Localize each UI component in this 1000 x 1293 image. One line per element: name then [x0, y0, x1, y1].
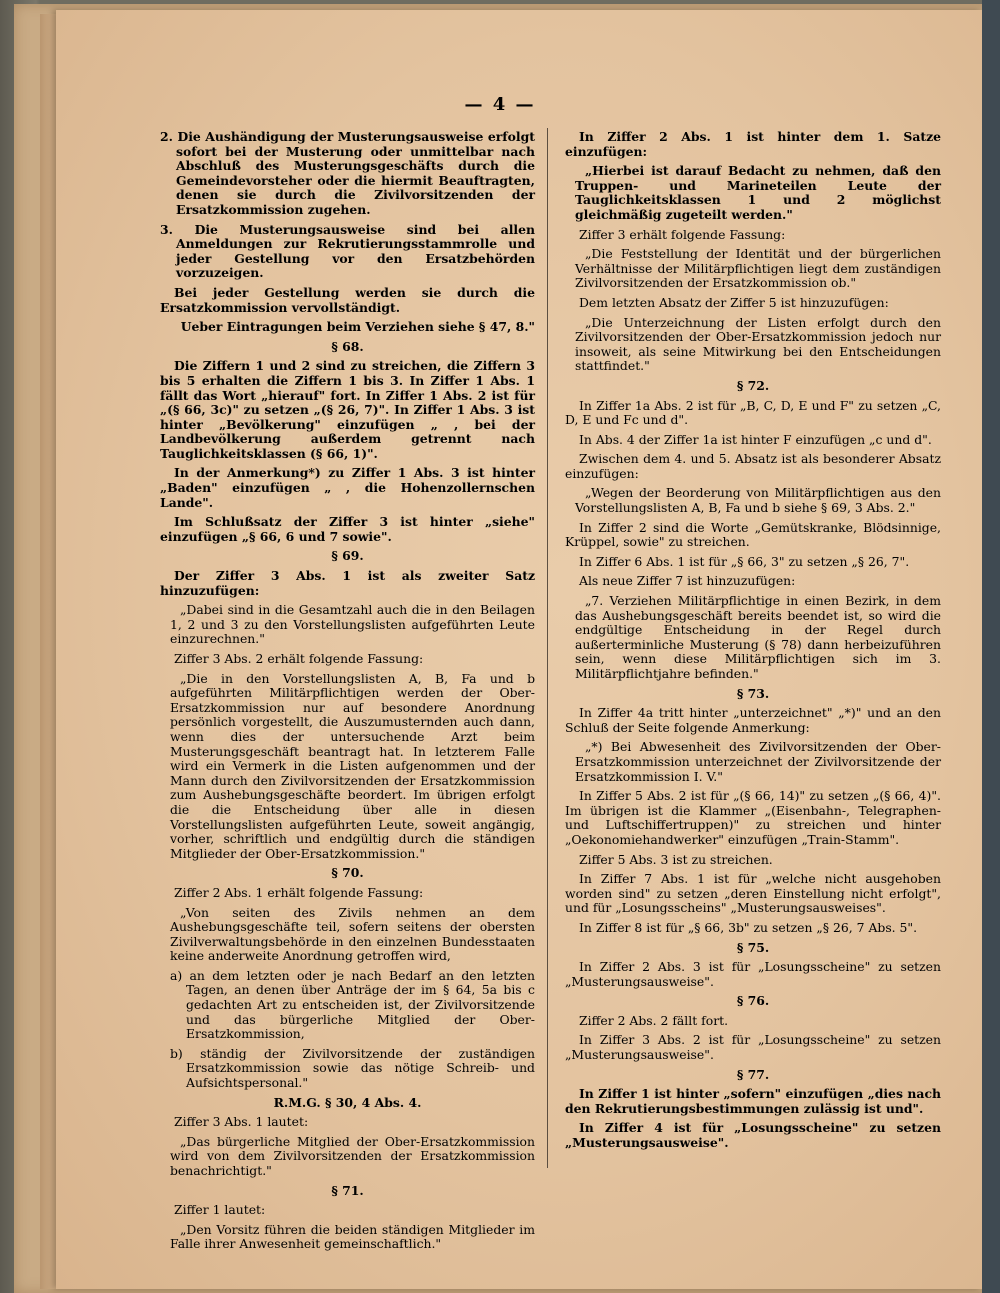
- paragraph: Ziffer 2 Abs. 1 erhält folgende Fassung:: [174, 884, 424, 900]
- paragraph: In Ziffer 5 Abs. 2 ist für „(§ 66, 14)" zu setzen „(§ 66, 4)". Im übrigen ist die Klammer „(Eisenbahn-, Telegraphen- und Luftschiffertruppen)" zu streichen und hinter „Oekonomiehandwerker" einzufügen „Train-Stamm".: [565, 788, 941, 847]
- paragraph: Ziffer 2 Abs. 2 fällt fort.: [579, 1012, 729, 1028]
- paragraph: 2. Die Aushändigung der Musterungsausweise erfolgt sofort bei der Musterung oder unmittelbar nach Abschluß des Musterungsgeschäfts durch die Gemeindevorsteher oder die hiermit Beauftragten, denen sie durch die Zivilvorsitzenden der Ersatzkommission zugehen.: [160, 129, 535, 217]
- paragraph: In Ziffer 3 Abs. 2 ist für „Losungsscheine" zu setzen „Musterungsausweise".: [565, 1032, 941, 1063]
- scan-border: [982, 0, 1000, 1293]
- paragraph: In Ziffer 2 sind die Worte „Gemütskranke, Blödsinnige, Krüppel, sowie" zu streichen.: [565, 519, 941, 550]
- paragraph: Ziffer 3 Abs. 1 lautet:: [174, 1114, 309, 1130]
- section-heading: § 70.: [331, 865, 364, 881]
- quoted-text: „Den Vorsitz führen die beiden ständigen Mitglieder im Falle ihrer Anwesenheit gemeinschaftlich.": [170, 1221, 535, 1252]
- paragraph: In der Anmerkung*) zu Ziffer 1 Abs. 3 ist hinter „Baden" einzufügen „ , die Hohenzollernschen Lande".: [160, 465, 535, 510]
- column-divider: [547, 128, 548, 1168]
- list-item: b) ständig der Zivilvorsitzende der zuständigen Ersatzkommission sowie das nötige Schreib- und Aufsichtspersonal.": [170, 1045, 535, 1091]
- quoted-text: „Wegen der Beorderung von Militärpflichtigen aus den Vorstellungslisten A, B, Fa und b siehe § 69, 3 Abs. 2.": [575, 485, 941, 516]
- paragraph: In Ziffer 7 Abs. 1 ist für „welche nicht ausgehoben worden sind" zu setzen „deren Einstellung nicht erfolgt", und für „Losungsscheins" „Musterungsausweises".: [565, 871, 941, 916]
- section-heading: § 77.: [736, 1066, 770, 1082]
- quoted-text: „Die in den Vorstellungslisten A, B, Fa und b aufgeführten Militärpflichtigen werden der Ober-Ersatzkommission nur auf besondere Anordnung persönlich vorgestellt, die Auszumusternden auch dann, wenn dies der untersuchende Arzt beim Musterungsgeschäft beantragt hat. In letzterem Falle wird ein Vermerk in die Listen aufgenommen und der Mann durch den Zivilvorsitzenden der Ersatzkommission zum Aushebungsgeschäfte beordert. Im übrigen erfolgt die die Entscheidung über alle in diesen Vorstellungslisten aufgeführten Leute, soweit angängig, vorher, schriftlich und endgültig durch die ständigen Mitglieder der Ober-Ersatzkommission.": [170, 670, 535, 861]
- paragraph: Ziffer 1 lautet:: [174, 1202, 266, 1218]
- paragraph: In Ziffer 6 Abs. 1 ist für „§ 66, 3" zu setzen „§ 26, 7".: [579, 553, 910, 569]
- section-heading: § 75.: [736, 939, 770, 955]
- paragraph: 3. Die Musterungsausweise sind bei allen Anmeldungen zur Rekrutierungsstammrolle und jeder Gestellung vor den Ersatzbehörden vorzuzeigen.: [160, 221, 535, 281]
- paragraph: Ziffer 5 Abs. 3 ist zu streichen.: [579, 851, 773, 867]
- paragraph: In Ziffer 8 ist für „§ 66, 3b" zu setzen „§ 26, 7 Abs. 5".: [579, 919, 918, 935]
- quoted-text: „Dabei sind in die Gesamtzahl auch die in den Beilagen 1, 2 und 3 zu den Vorstellungslisten aufgeführten Leute einzurechnen.": [170, 602, 535, 647]
- section-heading: § 68.: [331, 338, 364, 354]
- paragraph: Zwischen dem 4. und 5. Absatz ist als besonderer Absatz einzufügen:: [565, 451, 941, 481]
- list-item: a) an dem letzten oder je nach Bedarf an den letzten Tagen, an denen über Anträge der im § 64, 5a bis c gedachten Art zu entscheiden ist, der Zivilvorsitzende und das bürgerliche Mitglied der Ober-Ersatzkommission,: [170, 967, 535, 1042]
- right-column: [565, 130, 941, 1156]
- paragraph: Ueber Eintragungen beim Verziehen siehe § 47, 8.": [180, 319, 535, 335]
- paragraph: Im Schlußsatz der Ziffer 3 ist hinter „siehe" einzufügen „§ 66, 6 und 7 sowie".: [160, 514, 535, 544]
- section-heading: § 73.: [736, 685, 770, 701]
- quoted-text: „Die Unterzeichnung der Listen erfolgt durch den Zivilvorsitzenden der Ober-Ersatzkommission jedoch nur insoweit, als seine Mitwirkung bei den Entscheidungen stattfindet.": [575, 314, 941, 374]
- quoted-text: „Die Feststellung der Identität und der bürgerlichen Verhältnisse der Militärpflichtigen liegt dem zuständigen Zivilvorsitzenden der Ersatzkommission ob.": [575, 246, 941, 291]
- section-heading: § 69.: [331, 548, 364, 564]
- paragraph: Der Ziffer 3 Abs. 1 ist als zweiter Satz hinzuzufügen:: [160, 568, 535, 598]
- quoted-text: „Hierbei ist darauf Bedacht zu nehmen, daß den Truppen- und Marineteilen Leute der Tauglichkeitsklassen 1 und 2 möglichst gleichmäßig zugeteilt werden.": [575, 163, 941, 222]
- page-number: — 4 —: [464, 94, 536, 115]
- paragraph: Ziffer 3 erhält folgende Fassung:: [579, 226, 786, 242]
- section-heading: § 71.: [331, 1182, 364, 1198]
- paragraph: In Ziffer 4a tritt hinter „unterzeichnet" „*)" und an den Schluß der Seite folgende Anmerkung:: [565, 705, 941, 735]
- left-column: [160, 130, 535, 1257]
- quoted-text: „Das bürgerliche Mitglied der Ober-Ersatzkommission wird von dem Zivilvorsitzenden der Ersatzkommission benachrichtigt.": [170, 1133, 535, 1178]
- paragraph: Bei jeder Gestellung werden sie durch die Ersatzkommission vervollständigt.: [160, 284, 535, 315]
- law-reference: R.M.G. § 30, 4 Abs. 4.: [273, 1094, 422, 1110]
- paragraph: Ziffer 3 Abs. 2 erhält folgende Fassung:: [174, 651, 424, 666]
- section-heading: § 76.: [736, 993, 770, 1009]
- quoted-text: „*) Bei Abwesenheit des Zivilvorsitzenden der Ober-Ersatzkommission unterzeichnet der Zivilvorsitzende der Ersatzkommission I. V.": [575, 739, 941, 784]
- quoted-text: „Von seiten des Zivils nehmen an dem Aushebungsgeschäfte teil, sofern seitens der obersten Zivilverwaltungsbehörde in den einzelnen Bundesstaaten keine anderweite Anordnung getroffen wird,: [170, 904, 535, 964]
- paragraph: In Ziffer 1 ist hinter „sofern" einzufügen „dies nach den Rekrutierungsbestimmungen zulässig ist und".: [565, 1086, 941, 1116]
- paragraph: Als neue Ziffer 7 ist hinzuzufügen:: [579, 573, 796, 589]
- paragraph: Die Ziffern 1 und 2 sind zu streichen, die Ziffern 3 bis 5 erhalten die Ziffern 1 bis 3. In Ziffer 1 Abs. 1 fällt das Wort „hierauf" fort. In Ziffer 1 Abs. 2 ist für „(§ 66, 3c)" zu setzen „(§ 26, 7)". In Ziffer 1 Abs. 3 ist hinter „Bevölkerung" einzufügen „ , bei der Landbevölkerung außerdem getrennt nach Tauglichkeitsklassen (§ 66, 1)".: [160, 358, 535, 461]
- paragraph: In Abs. 4 der Ziffer 1a ist hinter F einzufügen „c und d".: [579, 431, 932, 447]
- paragraph: In Ziffer 1a Abs. 2 ist für „B, C, D, E und F" zu setzen „C, D, E und Fc und d".: [565, 397, 941, 428]
- paragraph: In Ziffer 2 Abs. 1 ist hinter dem 1. Satze einzufügen:: [565, 129, 941, 159]
- section-heading: § 72.: [736, 377, 770, 393]
- quoted-text: „7. Verziehen Militärpflichtige in einen Bezirk, in dem das Aushebungsgeschäft bereits beendet ist, so wird die endgültige Entscheidung in der Regel durch außerterminliche Musterung (§ 78) dann herbeizuführen sein, wenn diese Militärpflichtigen sich im 3. Militärpflichtjahre befinden.": [575, 593, 941, 681]
- paragraph: In Ziffer 4 ist für „Losungsscheine" zu setzen „Musterungsausweise".: [565, 1120, 941, 1151]
- paragraph: In Ziffer 2 Abs. 3 ist für „Losungsscheine" zu setzen „Musterungsausweise".: [565, 959, 941, 989]
- paragraph: Dem letzten Absatz der Ziffer 5 ist hinzuzufügen:: [579, 294, 889, 310]
